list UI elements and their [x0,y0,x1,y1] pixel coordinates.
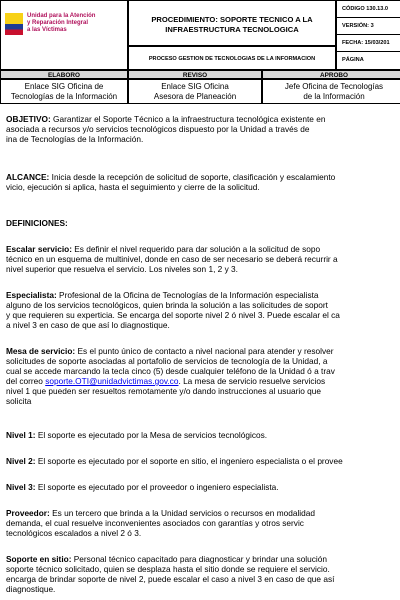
proveedor-line: Proveedor: Es un tercero que brinda a la Unidad servicios o recursos en modalidad [6,508,315,518]
code-field: CÓDIGO 130.13.0 [336,0,400,18]
header-reviso: REVISO [128,70,262,79]
especialista-line: y que requieren su experticia. Se encarga del soporte nivel 2 ó nivel 3. Puede escalar el ca [6,310,340,320]
date-field: FECHA: 15/03/201 [336,34,400,52]
especialista-line: a nivel 3 en caso de que así lo diagnostique. [6,320,170,330]
especialista-line: Especialista: Profesional de la Oficina de Tecnologías de la Información especialista [6,290,319,300]
support-email-link[interactable]: soporte.OTI@unidadvictimas.gov.co [45,376,179,386]
mesa-line: nivel 1 que pueden ser resueltos remotamente y/o dando instrucciones al usuario que [6,386,322,396]
escalar-line: Escalar servicio: Es definir el nivel requerido para dar solución a la solicitud de sopo [6,244,321,254]
header-elaboro: ELABORO [0,70,128,79]
page-field: PÁGINA [336,51,400,70]
mesa-line: Mesa de servicio: Es el punto único de contacto a nivel nacional para atender y resolver [6,346,334,356]
sitio-line: diagnostique. [6,584,56,594]
colombia-flag-icon [5,13,23,35]
objetivo-line: asociada a recursos y/o servicios tecnológicos dispuesto por la Unidad a través de [6,124,310,134]
entity-name: Unidad para la Atención y Reparación Integral a las Víctimas [27,13,96,33]
value-reviso: Enlace SIG Oficina Asesora de Planeación [128,79,262,104]
logo-cell [0,0,128,70]
escalar-line: nivel superior que resuelva el servicio. Los niveles son 1, 2 y 3. [6,264,238,274]
sitio-line: Soporte en sitio: Personal técnico capacitado para diagnosticar y brindar una solución [6,554,327,564]
objetivo-line: ina de Tecnologías de la Información. [6,134,144,144]
sitio-line: soporte técnico solicitado, quien se desplaza hasta el sitio donde se requiere el servicio. [6,564,330,574]
value-aprobo: Jefe Oficina de Tecnologías de la Información [262,79,400,104]
mesa-line: solicita [6,396,32,406]
alcance-line: vicio, ejecución si aplica, hasta el seguimiento y cierre de la solicitud. [6,182,260,192]
objetivo-line: OBJETIVO: Garantizar el Soporte Técnico a la infraestructura tecnológica existente en [6,114,326,124]
definiciones-heading: DEFINICIONES: [6,218,68,228]
proveedor-line: tecnológicos escalados a nivel 2 ó 3. [6,528,142,538]
mesa-line: cual se accede marcando la tecla cinco (5) desde cualquier teléfono de la Unidad ó a trav [6,366,335,376]
procedure-title: PROCEDIMIENTO: SOPORTE TECNICO A LA INFRAESTRUCTURA TECNOLOGICA [128,0,336,46]
sitio-line: encarga de brindar soporte de nivel 2, puede escalar el caso a nivel 3 en caso de que así [6,574,335,584]
nivel1-line: Nivel 1: El soporte es ejecutado por la Mesa de servicios tecnológicos. [6,430,268,440]
version-field: VERSIÓN: 3 [336,17,400,35]
header-aprobo: APROBO [262,70,400,79]
nivel3-line: Nivel 3: El soporte es ejecutado por el proveedor o ingeniero especialista. [6,482,279,492]
document-header [0,0,400,70]
especialista-line: alguno de los servicios tecnológicos, quien brinda la solución a las solicitudes de soport [6,300,328,310]
process-name: PROCESO GESTION DE TECNOLOGIAS DE LA INFORMACION [128,46,336,70]
nivel2-line: Nivel 2: El soporte es ejecutado por el soporte en sitio, el ingeniero especialista o el provee [6,456,343,466]
value-elaboro: Enlace SIG Oficina de Tecnologías de la Información [0,79,128,104]
escalar-line: técnico en un esquema de multinivel, donde en caso de ser necesario se deberá recurrir a [6,254,338,264]
mesa-line: solicitudes de soporte asociadas al portafolio de servicios de tecnología de la Unidad, a [6,356,328,366]
mesa-line: del correo soporte.OTI@unidadvictimas.gov.co. La mesa de servicio resuelve servicios [6,376,326,386]
proveedor-line: demanda, el cual resuelve inconvenientes asociados con garantías y otros servic [6,518,304,528]
alcance-line: ALCANCE: Inicia desde la recepción de solicitud de soporte, clasificación y escalamiento [6,172,336,182]
